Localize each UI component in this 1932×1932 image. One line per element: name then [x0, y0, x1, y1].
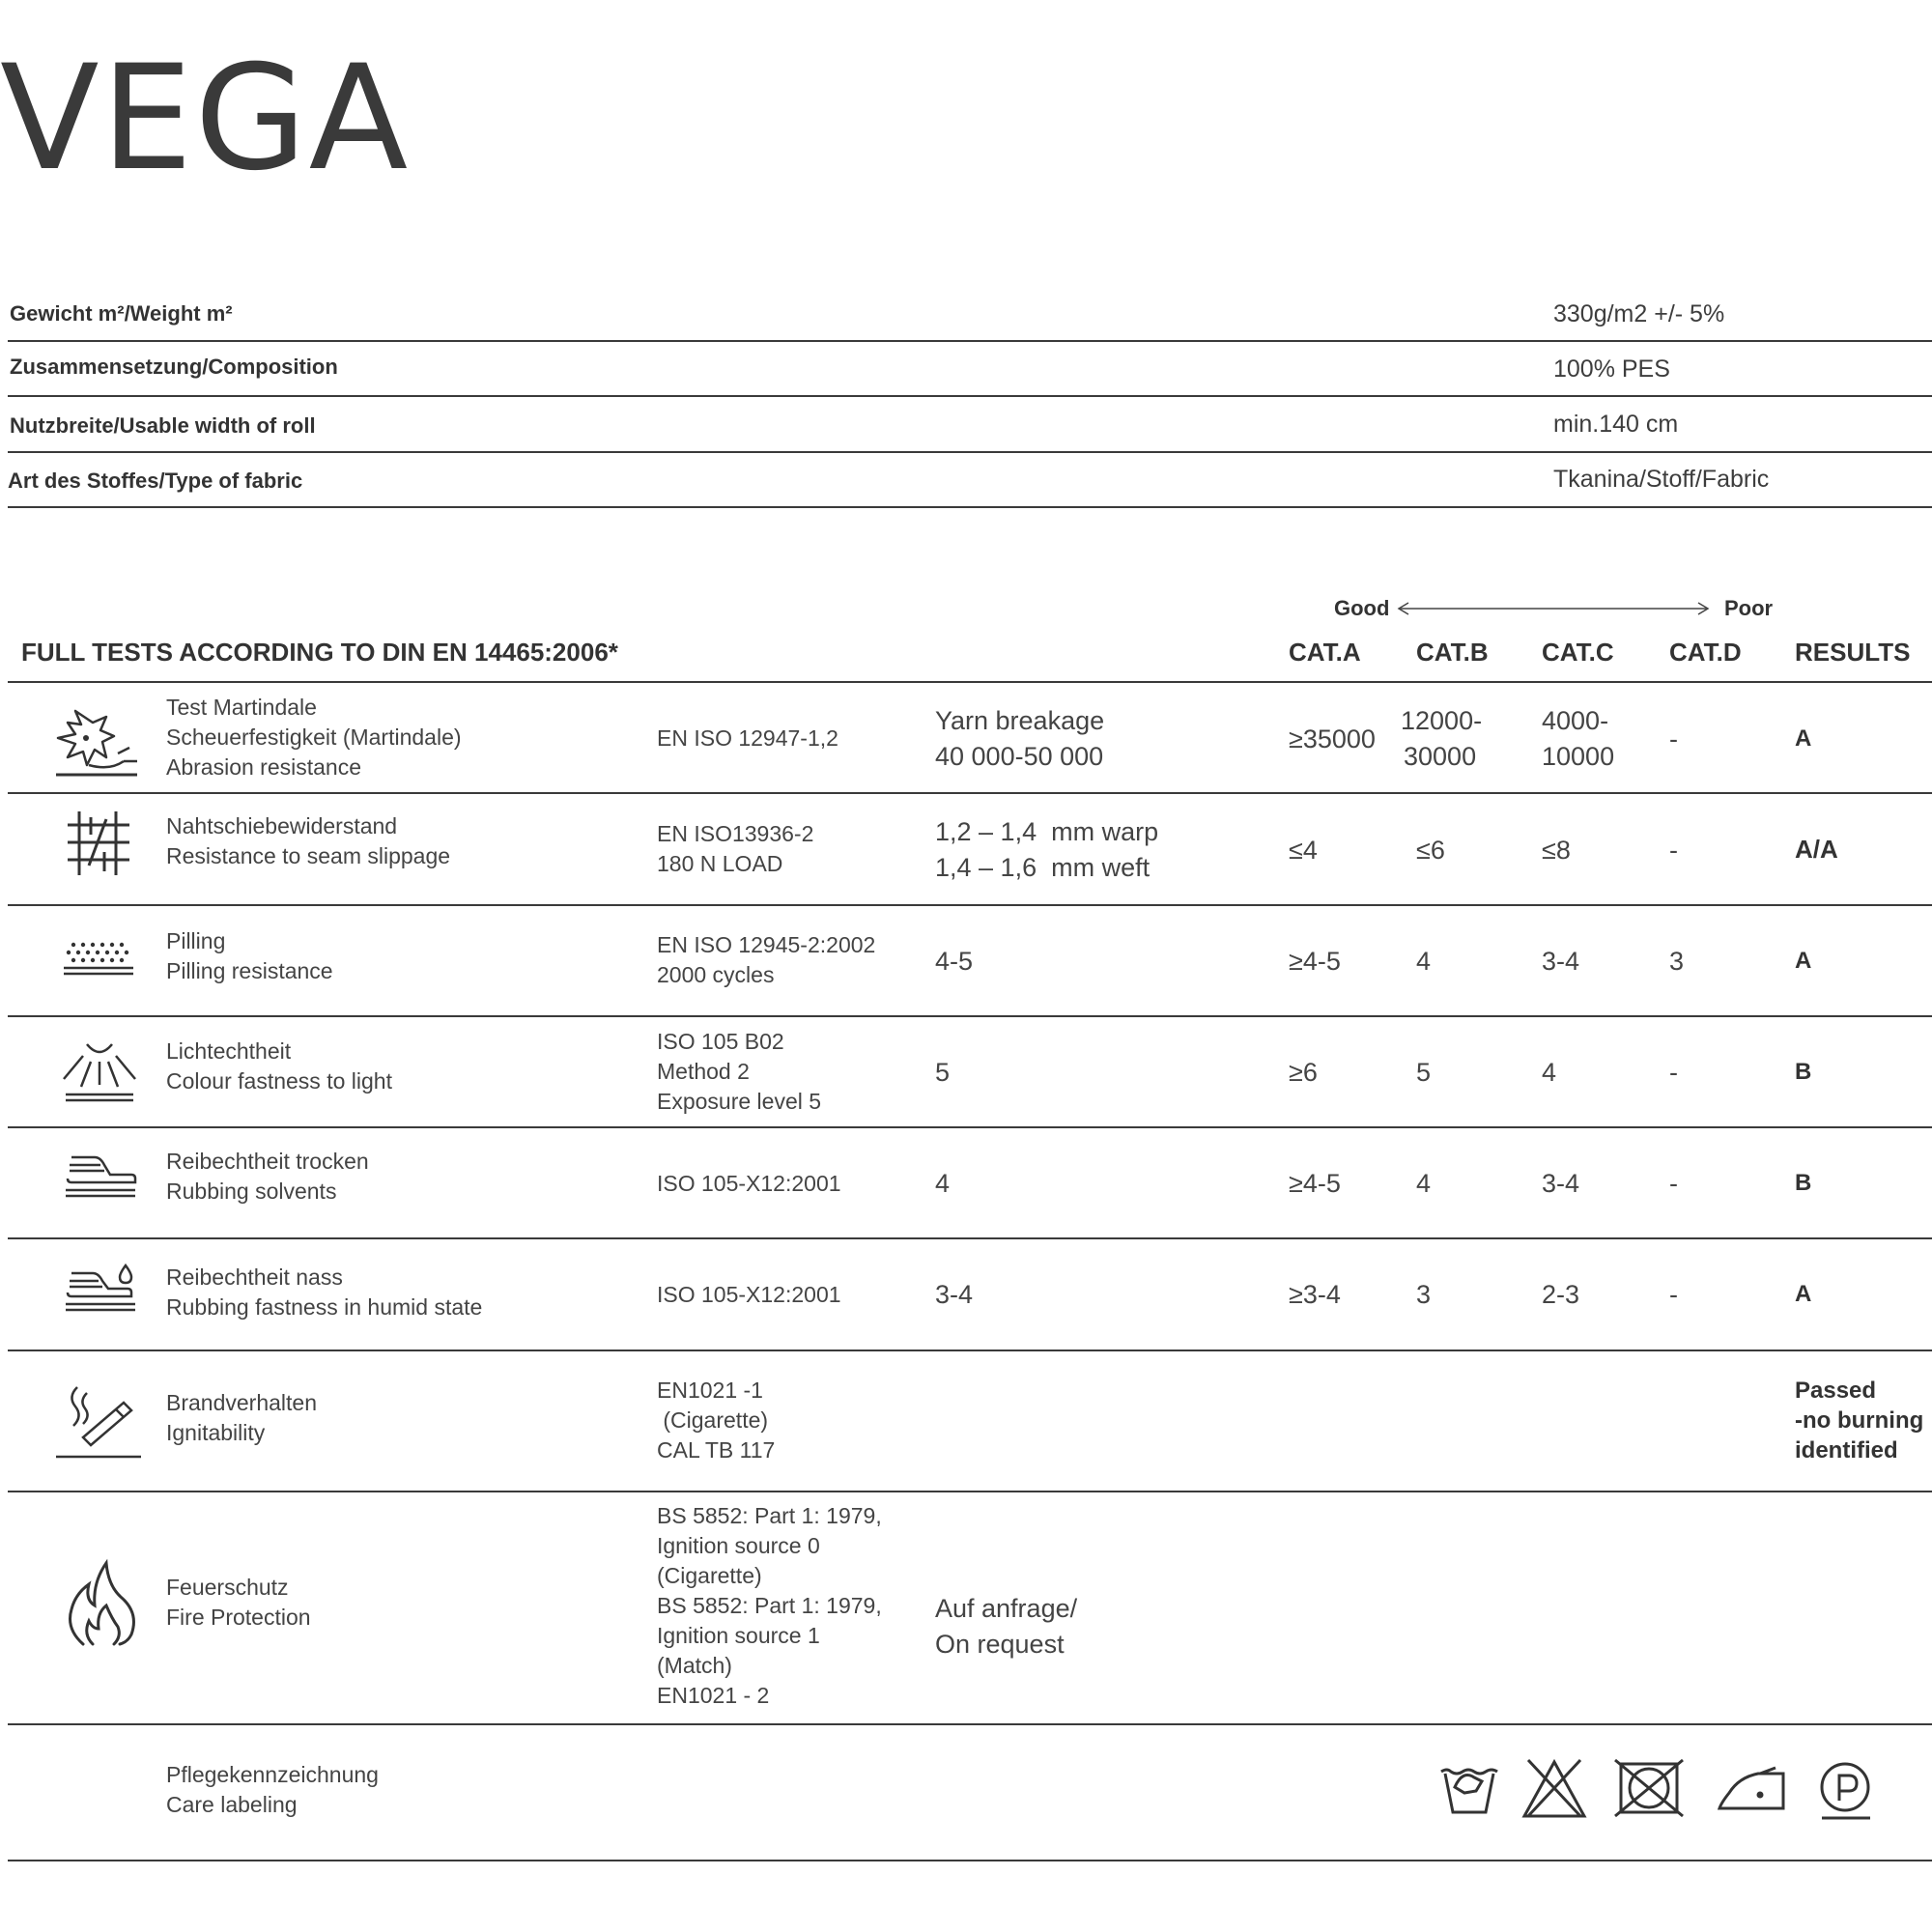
row-cat-c: 4	[1542, 1058, 1557, 1087]
row-standard-line: Exposure level 5	[657, 1089, 822, 1114]
divider	[8, 1126, 1932, 1128]
abrasion-icon	[54, 703, 141, 779]
divider	[8, 506, 1932, 508]
row-standard-line: (Cigarette)	[657, 1407, 769, 1433]
row-result: B	[1795, 1059, 1812, 1085]
divider	[8, 1723, 1932, 1725]
spec-value-width: min.140 cm	[1553, 411, 1679, 438]
row-name-line: Resistance to seam slippage	[166, 843, 451, 868]
row-cat-a: ≤4	[1289, 836, 1318, 865]
scale-poor-label: Poor	[1724, 596, 1774, 620]
row-cat-a: ≥4-5	[1289, 1169, 1341, 1198]
row-value-line: 4	[935, 1169, 951, 1198]
divider	[8, 1237, 1932, 1239]
row-value-line: 40 000-50 000	[935, 742, 1104, 771]
spec-value-weight: 330g/m2 +/- 5%	[1553, 300, 1725, 327]
row-cat-a: ≥3-4	[1289, 1280, 1341, 1309]
row-name-line: Pilling	[166, 928, 226, 953]
row-cat-b: 3	[1416, 1280, 1432, 1309]
row-cat-c: 2-3	[1542, 1280, 1580, 1309]
row-result: A	[1795, 725, 1812, 752]
row-standard-line: Ignition source 1	[657, 1623, 820, 1648]
row-result: B	[1795, 1170, 1812, 1196]
row-cat-d: -	[1669, 1058, 1678, 1087]
row-cat-c: 3-4	[1542, 947, 1580, 976]
divider	[8, 904, 1932, 906]
row-result-line: -no burning	[1795, 1407, 1924, 1434]
spec-value-composition: 100% PES	[1553, 355, 1670, 383]
row-cat-c: ≤8	[1542, 836, 1571, 865]
row-cat-d: -	[1669, 1169, 1678, 1198]
row-cat-c-line: 10000	[1542, 742, 1615, 771]
row-name-line: Colour fastness to light	[166, 1068, 392, 1094]
row-value-line: 5	[935, 1058, 951, 1087]
row-cat-b: 5	[1416, 1058, 1432, 1087]
row-standard-line: 2000 cycles	[657, 962, 775, 987]
row-standard-line: (Cigarette)	[657, 1563, 762, 1588]
row-value-line: 1,2 – 1,4 mm warp	[935, 817, 1159, 846]
row-name-line: Test Martindale	[166, 695, 317, 720]
row-name-line: Pflegekennzeichnung	[166, 1762, 379, 1787]
row-result: A	[1795, 948, 1812, 974]
iron-low-icon	[1716, 1764, 1787, 1814]
spec-value-fabric-type: Tkanina/Stoff/Fabric	[1553, 466, 1770, 493]
row-cat-d: -	[1669, 724, 1678, 753]
row-standard-line: EN ISO13936-2	[657, 821, 814, 846]
row-value-line: 3-4	[935, 1280, 974, 1309]
row-name-line: Scheuerfestigkeit (Martindale)	[166, 724, 462, 750]
divider	[8, 395, 1932, 397]
row-value-line: On request	[935, 1630, 1065, 1659]
divider	[8, 1491, 1932, 1492]
dry-clean-p-icon	[1816, 1760, 1878, 1822]
row-result: A	[1795, 1281, 1812, 1307]
row-name-line: Rubbing fastness in humid state	[166, 1294, 483, 1320]
row-standard-line: 180 N LOAD	[657, 851, 783, 876]
spec-label-composition: Zusammensetzung/Composition	[10, 355, 338, 379]
divider	[8, 681, 1932, 683]
row-name-line: Feuerschutz	[166, 1575, 289, 1600]
cigarette-icon	[54, 1383, 143, 1461]
row-cat-d: -	[1669, 1280, 1678, 1309]
scale-arrow-icon	[1397, 599, 1711, 618]
pilling-icon	[62, 939, 135, 978]
row-name-line: Nahtschiebewiderstand	[166, 813, 398, 838]
row-cat-a: ≥6	[1289, 1058, 1318, 1087]
spec-label-fabric-type: Art des Stoffes/Type of fabric	[8, 469, 303, 493]
row-cat-d: -	[1669, 836, 1678, 865]
row-name-line: Ignitability	[166, 1420, 266, 1445]
seam-slippage-icon	[62, 808, 133, 879]
row-cat-b: 4	[1416, 1169, 1432, 1198]
row-cat-b-line: 30000	[1404, 742, 1477, 771]
row-result: A/A	[1795, 835, 1838, 864]
row-standard-line: ISO 105 B02	[657, 1029, 784, 1054]
do-not-tumble-dry-icon	[1613, 1758, 1685, 1818]
do-not-bleach-icon	[1520, 1756, 1588, 1820]
divider	[8, 1860, 1932, 1861]
row-cat-c-line: 4000-	[1542, 706, 1609, 735]
light-fastness-icon	[60, 1038, 139, 1102]
row-name-line: Reibechtheit trocken	[166, 1149, 369, 1174]
rubbing-wet-icon	[62, 1264, 139, 1314]
divider	[8, 451, 1932, 453]
row-standard-line: BS 5852: Part 1: 1979,	[657, 1503, 882, 1528]
spec-label-weight: Gewicht m²/Weight m²	[10, 301, 233, 326]
row-standard-line: EN1021 - 2	[657, 1683, 770, 1708]
row-name-line: Rubbing solvents	[166, 1179, 337, 1204]
row-standard-line: EN ISO 12947-1,2	[657, 725, 838, 751]
row-cat-a: ≥35000	[1289, 724, 1376, 753]
header-results: RESULTS	[1795, 638, 1911, 667]
row-name-line: Abrasion resistance	[166, 754, 361, 780]
header-cat-c: CAT.C	[1542, 638, 1614, 667]
row-result-line: identified	[1795, 1437, 1898, 1463]
row-cat-a: ≥4-5	[1289, 947, 1341, 976]
row-standard-line: BS 5852: Part 1: 1979,	[657, 1593, 882, 1618]
row-name-line: Brandverhalten	[166, 1390, 317, 1415]
divider	[8, 340, 1932, 342]
tests-header-title: FULL TESTS ACCORDING TO DIN EN 14465:2006*	[21, 638, 618, 667]
row-cat-d: 3	[1669, 947, 1685, 976]
row-standard-line: EN ISO 12945-2:2002	[657, 932, 876, 957]
row-cat-b: 4	[1416, 947, 1432, 976]
row-value-line: 1,4 – 1,6 mm weft	[935, 853, 1151, 882]
flame-icon	[64, 1559, 141, 1648]
row-name-line: Pilling resistance	[166, 958, 333, 983]
row-name-line: Fire Protection	[166, 1605, 311, 1630]
divider	[8, 1015, 1932, 1017]
row-cat-b-line: 12000-	[1401, 706, 1483, 735]
row-cat-c: 3-4	[1542, 1169, 1580, 1198]
row-cat-b: ≤6	[1416, 836, 1445, 865]
row-standard-line: EN1021 -1	[657, 1378, 763, 1403]
row-name-line: Lichtechtheit	[166, 1038, 292, 1064]
row-standard-line: Method 2	[657, 1059, 750, 1084]
rubbing-dry-icon	[62, 1151, 139, 1202]
header-cat-d: CAT.D	[1669, 638, 1742, 667]
divider	[8, 1350, 1932, 1351]
header-cat-b: CAT.B	[1416, 638, 1489, 667]
row-result-line: Passed	[1795, 1378, 1877, 1404]
row-value-line: 4-5	[935, 947, 974, 976]
header-cat-a: CAT.A	[1289, 638, 1361, 667]
hand-wash-icon	[1437, 1760, 1501, 1818]
row-value-line: Auf anfrage/	[935, 1594, 1078, 1623]
row-value-line: Yarn breakage	[935, 706, 1105, 735]
row-standard-line: ISO 105-X12:2001	[657, 1171, 841, 1196]
scale-good-label: Good	[1334, 596, 1390, 620]
row-standard-line: ISO 105-X12:2001	[657, 1282, 841, 1307]
product-title: VEGA	[0, 35, 411, 203]
row-standard-line: Ignition source 0	[657, 1533, 820, 1558]
spec-label-width: Nutzbreite/Usable width of roll	[10, 413, 316, 438]
row-standard-line: CAL TB 117	[657, 1437, 776, 1463]
row-name-line: Reibechtheit nass	[166, 1264, 343, 1290]
row-name-line: Care labeling	[166, 1792, 298, 1817]
divider	[8, 792, 1932, 794]
row-standard-line: (Match)	[657, 1653, 732, 1678]
